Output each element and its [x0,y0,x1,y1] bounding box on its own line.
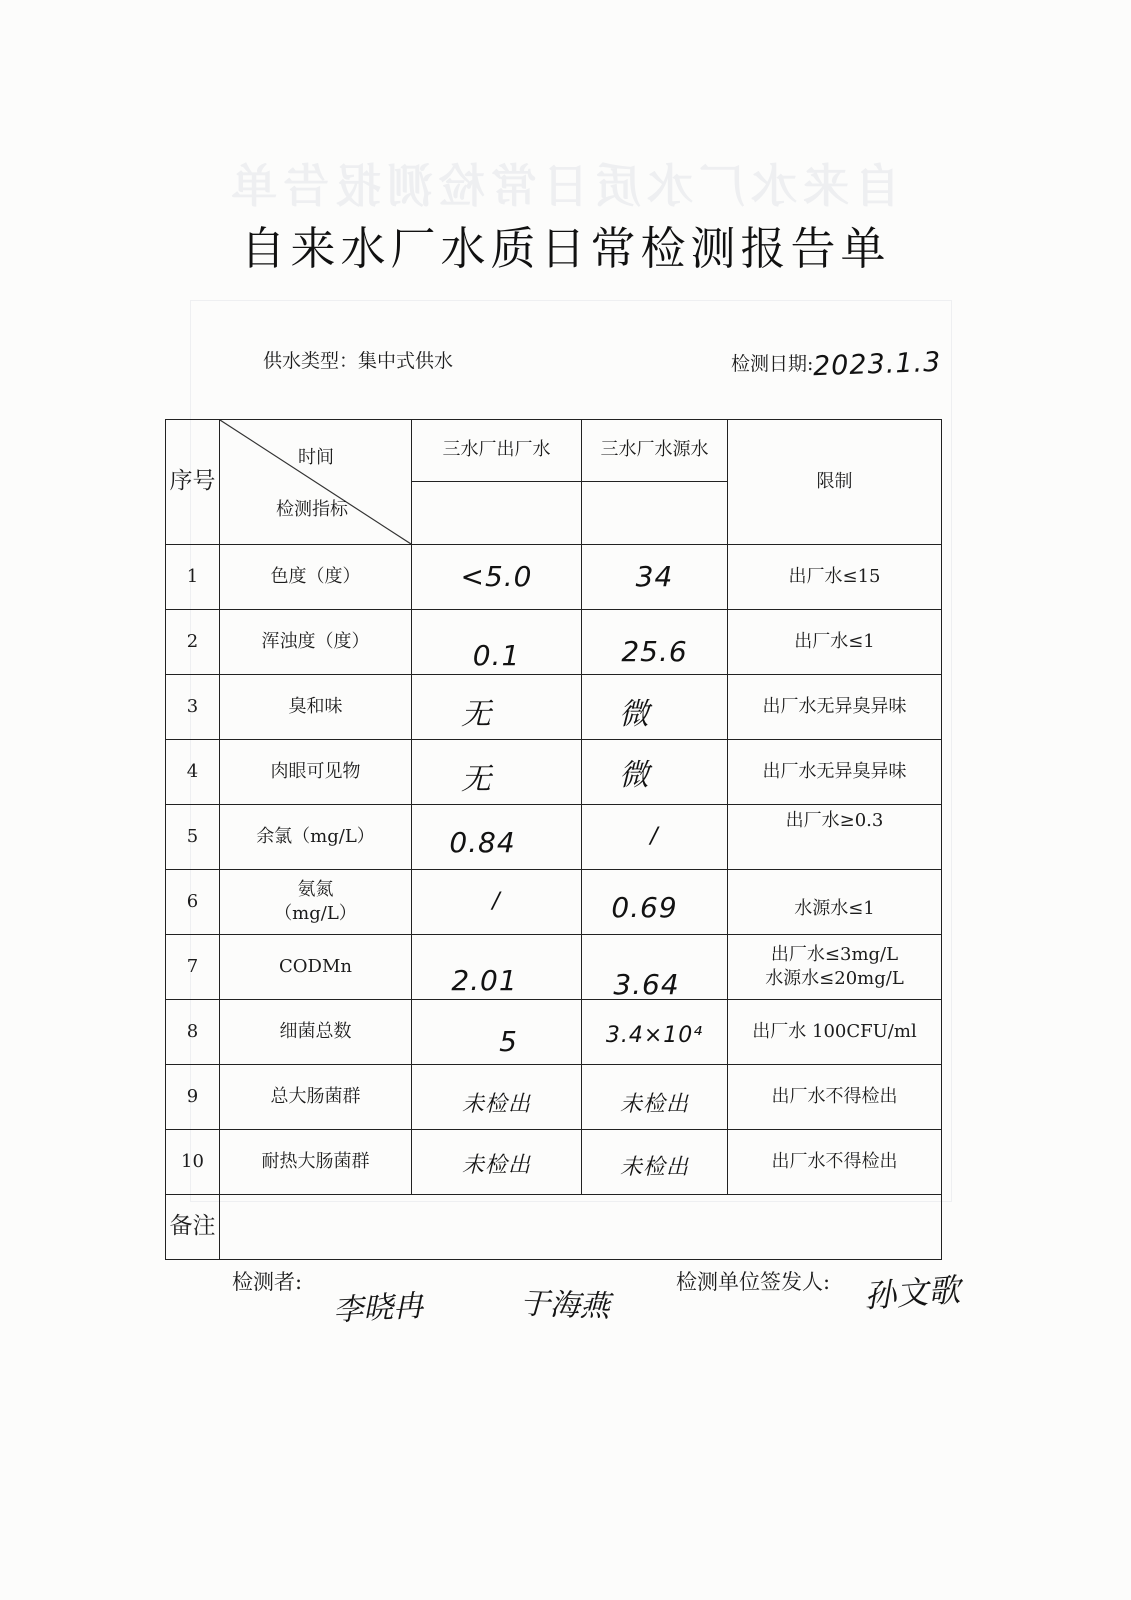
source-value-cell [582,870,728,935]
limit-value: 出厂水无异臭异味 [728,740,942,805]
indicator-name: CODMn [220,935,412,1000]
limit-value: 出厂水无异臭异味 [728,675,942,740]
table-row [166,1065,942,1130]
source-value-cell [582,740,728,805]
table-row [166,935,942,1000]
outlet-value-cell [412,1130,582,1195]
row-number: 8 [166,1000,220,1065]
remarks-value [220,1195,942,1260]
row-number: 7 [166,935,220,1000]
source-value-cell [582,1000,728,1065]
table-row [166,545,942,610]
indicator-name-line2: （mg/L） [274,903,357,924]
outlet-value-cell [412,610,582,675]
indicator-name: 耐热大肠菌群 [220,1130,412,1195]
limit-value: 出厂水不得检出 [728,1130,942,1195]
outlet-value-cell [412,740,582,805]
report-table [165,419,942,1260]
indicator-name [220,870,412,935]
indicator-name: 总大肠菌群 [220,1065,412,1130]
table-row [166,740,942,805]
table-row [166,1130,942,1195]
source-value: 未检出 [619,1155,689,1181]
source-value: 0.69 [611,891,678,925]
outlet-water-header: 三水厂出厂水 [412,420,582,482]
source-value: 25.6 [621,635,688,669]
source-value-cell [582,805,728,870]
outlet-value: / [492,889,501,915]
indicator-name: 细菌总数 [220,1000,412,1065]
outlet-value-cell [412,545,582,610]
row-number: 6 [166,870,220,935]
diagonal-line [220,420,411,544]
row-number: 10 [166,1130,220,1195]
table-row [166,870,942,935]
row-number: 1 [166,545,220,610]
header-row [166,420,942,482]
supply-type-label: 供水类型： [263,350,359,372]
outlet-value-cell [412,675,582,740]
supply-type [263,346,453,373]
outlet-subheader-empty [412,482,582,545]
source-value: 3.4×10⁴ [605,1023,704,1049]
outlet-value-cell [412,1065,582,1130]
report-title: 自来水厂水质日常检测报告单 [240,222,891,275]
limit-value: 出厂水≥0.3 [785,810,884,831]
source-value-cell [582,1065,728,1130]
source-value-cell [582,935,728,1000]
source-value: 3.64 [613,968,680,1002]
limit-value: 水源水≤1 [794,897,875,919]
tester-signature-1: 李晓冉 [332,1288,425,1329]
issuer-label: 检测单位签发人: [676,1270,831,1294]
outlet-value: <5.0 [460,560,533,594]
source-value: 34 [635,560,674,594]
indicator-name: 色度（度） [220,545,412,610]
supply-type-value: 集中式供水 [358,350,454,372]
source-value: 微 [619,757,650,793]
row-number: 5 [166,805,220,870]
tester-signature-2: 于海燕 [519,1286,611,1325]
outlet-value-cell [412,870,582,935]
source-subheader-empty [582,482,728,545]
indicator-name: 余氯（mg/L） [220,805,412,870]
limit-value-cell [728,870,942,935]
limit-value-line1: 出厂水≤3mg/L [770,943,899,965]
source-value-cell [582,610,728,675]
test-date-value: 2023.1.3 [812,346,943,383]
limit-header: 限制 [728,420,942,545]
limit-value: 出厂水≤15 [728,545,942,610]
remarks-label: 备注 [166,1195,220,1260]
indicator-name: 肉眼可见物 [220,740,412,805]
limit-value-cell [728,935,942,1000]
seq-header: 序号 [166,420,220,545]
outlet-value-cell [412,805,582,870]
outlet-value: 2.01 [451,964,518,998]
limit-value-cell [728,805,942,870]
outlet-value: 无 [461,696,492,732]
limit-value-line2: 水源水≤20mg/L [765,968,904,989]
indicator-name-line1: 氨氮 [297,878,334,900]
source-value-cell [582,1130,728,1195]
outlet-value: 无 [461,761,492,797]
source-value-cell [582,545,728,610]
row-number: 4 [166,740,220,805]
outlet-value: 未检出 [461,1153,531,1179]
row-number: 9 [166,1065,220,1130]
limit-value: 出厂水不得检出 [728,1065,942,1130]
outlet-value-cell [412,1000,582,1065]
outlet-value: 0.84 [449,826,516,860]
test-date [731,346,943,383]
indicator-name: 臭和味 [220,675,412,740]
outlet-value: 5 [499,1025,518,1059]
table-row [166,1000,942,1065]
limit-value: 出厂水≤1 [728,610,942,675]
diag-time-label: 时间 [298,447,334,468]
table-row [166,610,942,675]
source-water-header: 三水厂水源水 [582,420,728,482]
limit-value: 出厂水 100CFU/ml [728,1000,942,1065]
test-date-label: 检测日期: [731,353,814,375]
source-value: 未检出 [619,1092,689,1118]
source-value-cell [582,675,728,740]
diag-indicator-label: 检测指标 [276,499,348,520]
row-number: 3 [166,675,220,740]
diagonal-header-cell [220,420,412,545]
table-row [166,805,942,870]
row-number: 2 [166,610,220,675]
indicator-name: 浑浊度（度） [220,610,412,675]
table-row [166,675,942,740]
outlet-value: 0.1 [472,639,521,673]
outlet-value-cell [412,935,582,1000]
outlet-value: 未检出 [461,1092,531,1118]
source-value: 微 [619,696,650,732]
issuer-signature: 孙文歌 [862,1270,962,1316]
tester-label: 检测者: [232,1270,303,1294]
remarks-row [166,1195,942,1260]
source-value: / [650,824,659,850]
reverse-side-bleed: 自来水厂水质日常检测报告单 [225,159,901,213]
